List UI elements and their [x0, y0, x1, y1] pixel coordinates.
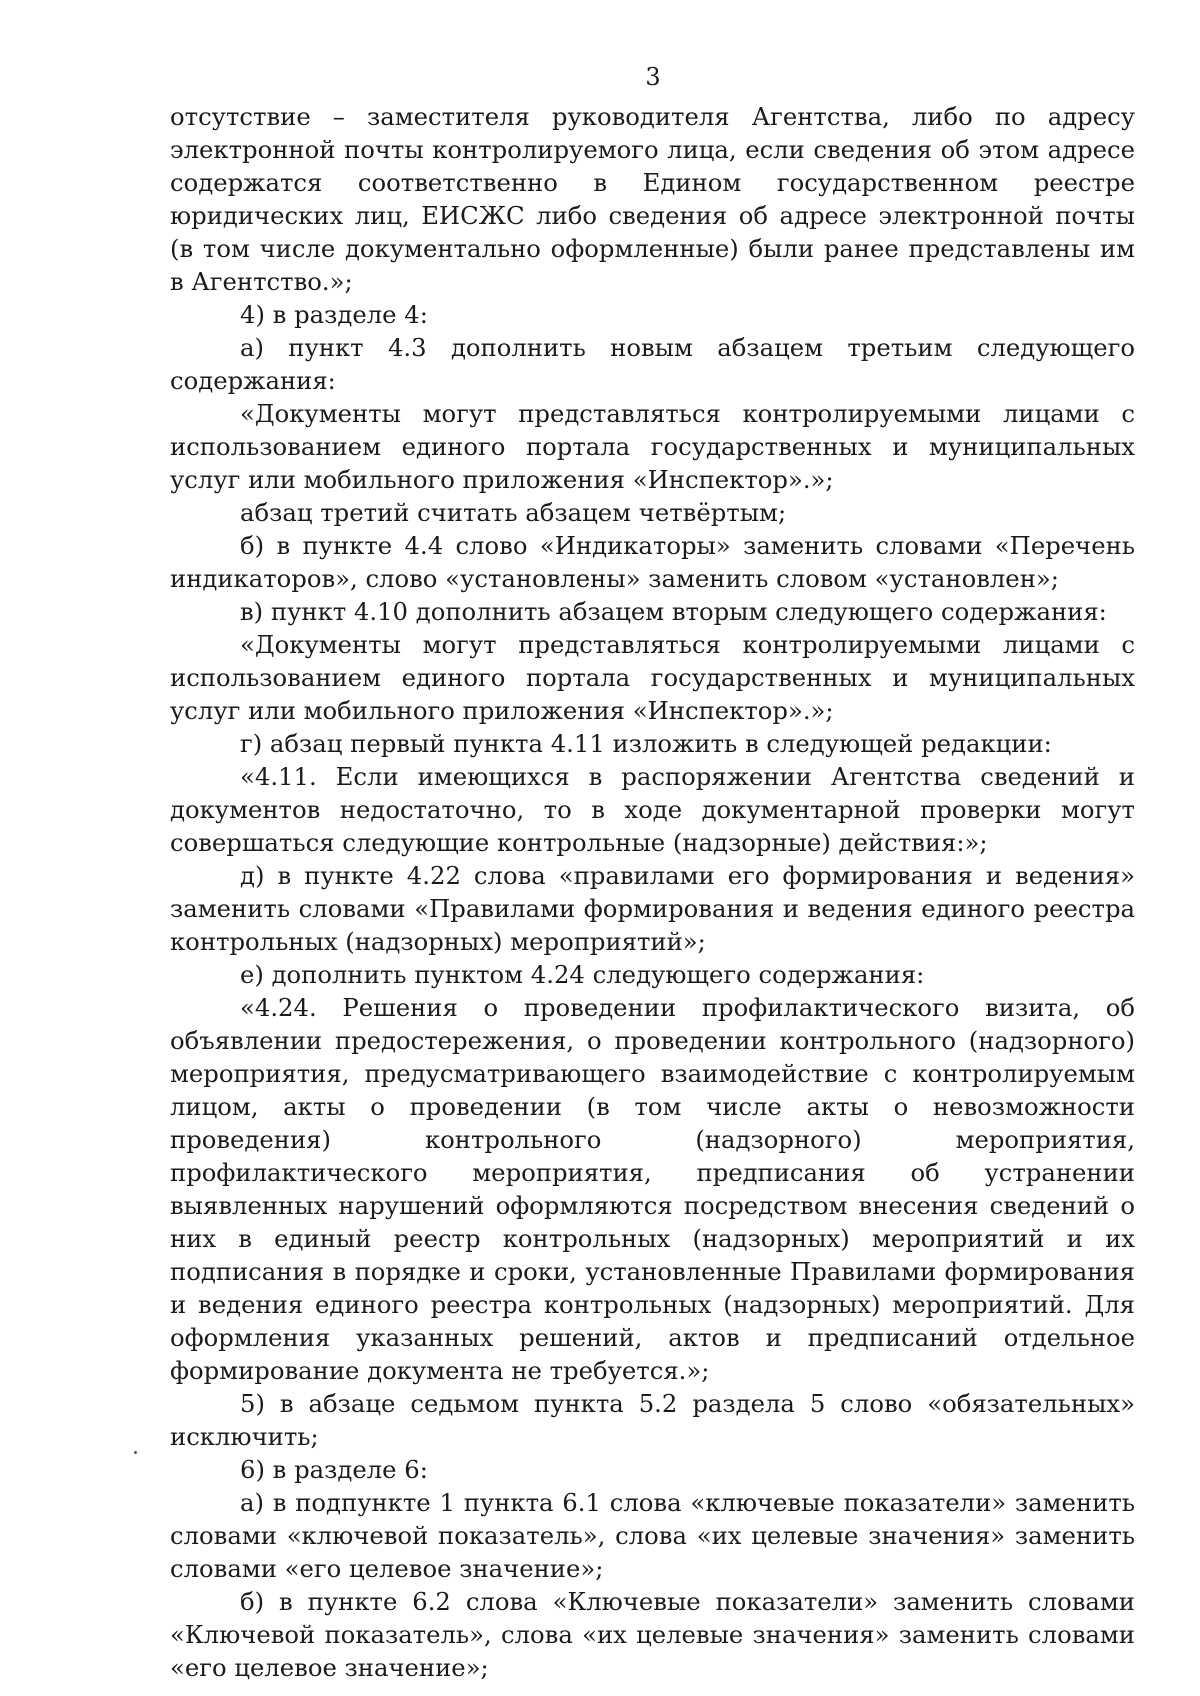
- paragraph-item-4v: в) пункт 4.10 дополнить абзацем вторым следующего содержания:: [240, 597, 1107, 626]
- paragraph-quote-documents-2: «Документы могут представляться контролируемыми лицами с использованием единого портала государственных и муниципальных услуг или мобильного приложения «Инспектор».»;: [170, 630, 1135, 725]
- paragraph-item-4e: е) дополнить пунктом 4.24 следующего содержания:: [240, 960, 925, 989]
- paragraph-quote-documents-1: «Документы могут представляться контролируемыми лицами с использованием единого портала государственных и муниципальных услуг или мобильного приложения «Инспектор».»;: [170, 399, 1135, 494]
- paragraph-item-4d: д) в пункте 4.22 слова «правилами его формирования и ведения» заменить словами «Правилами формирования и ведения единого реестра контрольных (надзорных) мероприятий»;: [170, 861, 1135, 956]
- paragraph-quote-4-11: «4.11. Если имеющихся в распоряжении Агентства сведений и документов недостаточно, то в ходе документарной проверки могут совершаться следующие контрольные (надзорные) действия:»;: [170, 762, 1135, 857]
- paragraph-item-4a: а) пункт 4.3 дополнить новым абзацем третьим следующего содержания:: [170, 333, 1135, 395]
- paragraph-continuation: отсутствие – заместителя руководителя Агентства, либо по адресу электронной почты контролируемого лица, если сведения об этом адресе содержатся соответственно в Едином государственном реестре юридических лиц, ЕИСЖС либо сведения об адресе электронной почты (в том числе документально оформленные) были ранее представлены им в Агентство.»;: [170, 102, 1135, 296]
- page-number: 3: [645, 63, 661, 91]
- paragraph-item-5: 5) в абзаце седьмом пункта 5.2 раздела 5 слово «обязательных» исключить;: [170, 1389, 1135, 1451]
- paragraph-item-4: 4) в разделе 4:: [240, 300, 428, 329]
- paragraph-renumber: абзац третий считать абзацем четвёртым;: [240, 498, 787, 527]
- paragraph-item-6a: а) в подпункте 1 пункта 6.1 слова «ключевые показатели» заменить словами «ключевой показатель», слова «их целевые значения» заменить словами «его целевое значение»;: [170, 1488, 1135, 1583]
- paragraph-quote-4-24: «4.24. Решения о проведении профилактического визита, об объявлении предостережения, о проведении контрольного (надзорного) мероприятия, предусматривающего взаимодействие с контролируемым лицом, акты о проведении (в том числе акты о невозможности проведения) контрольного (надзорного) мероприятия, профилактического мероприятия, предписания об устранении выявленных нарушений оформляются посредством внесения сведений о них в единый реестр контрольных (надзорных) мероприятий и их подписания в порядке и сроки, установленные Правилами формирования и ведения единого реестра контрольных (надзорных) мероприятий. Для оформления указанных решений, актов и предписаний отдельное формирование документа не требуется.»;: [170, 993, 1135, 1385]
- paragraph-item-6: 6) в разделе 6:: [240, 1455, 428, 1484]
- paragraph-item-4b: б) в пункте 4.4 слово «Индикаторы» заменить словами «Перечень индикаторов», слово «установлены» заменить словом «установлен»;: [170, 531, 1135, 593]
- margin-dot: [134, 1451, 137, 1454]
- paragraph-item-4g: г) абзац первый пункта 4.11 изложить в следующей редакции:: [240, 729, 1052, 758]
- document-body: [170, 100, 1135, 1684]
- paragraph-item-6b: б) в пункте 6.2 слова «Ключевые показатели» заменить словами «Ключевой показатель», слова «их целевые значения» заменить словами «его целевое значение»;: [170, 1587, 1135, 1682]
